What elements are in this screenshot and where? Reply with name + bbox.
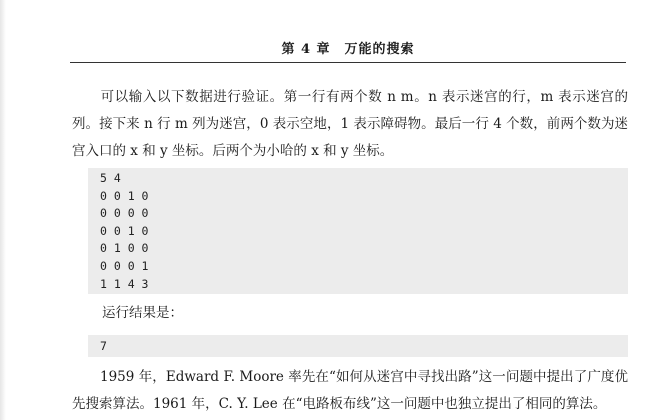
history-paragraph — [72, 364, 628, 418]
code-line: 7 — [100, 339, 107, 353]
output-code-block — [88, 335, 628, 357]
intro-paragraph — [72, 84, 628, 165]
chapter-header: 第 4 章 万能的搜索 — [70, 38, 626, 63]
page-edge-shadow — [0, 0, 6, 420]
result-label: 运行结果是： — [102, 305, 183, 321]
code-line: 0 0 0 0 — [100, 206, 149, 221]
code-line: 5 4 — [100, 171, 121, 185]
code-line: 0 1 0 0 — [100, 241, 149, 256]
code-line: 1 1 4 3 — [100, 276, 149, 291]
code-line: 0 0 0 1 — [100, 258, 149, 273]
code-line: 0 0 1 0 — [100, 188, 149, 203]
input-code-block — [88, 168, 628, 294]
history-paragraph-text: 1959 年，Edward F. Moore 率先在“如何从迷宫中寻找出路”这一问题中提出了广度优先搜索算法。1961 年，C. Y. Lee 在“电路板布线”这一问题中也独立提出了相同的算法。 — [72, 369, 628, 412]
code-line: 0 0 1 0 — [100, 223, 149, 238]
intro-paragraph-text: 可以输入以下数据进行验证。第一行有两个数 n m。n 表示迷宫的行，m 表示迷宫的列。接下来 n 行 m 列为迷宫，0 表示空地，1 表示障碍物。最后一行 4 个数，前两个数为迷宫入口的 x 和 y 坐标。后两个为小哈的 x 和 y 坐标。 — [72, 89, 628, 159]
